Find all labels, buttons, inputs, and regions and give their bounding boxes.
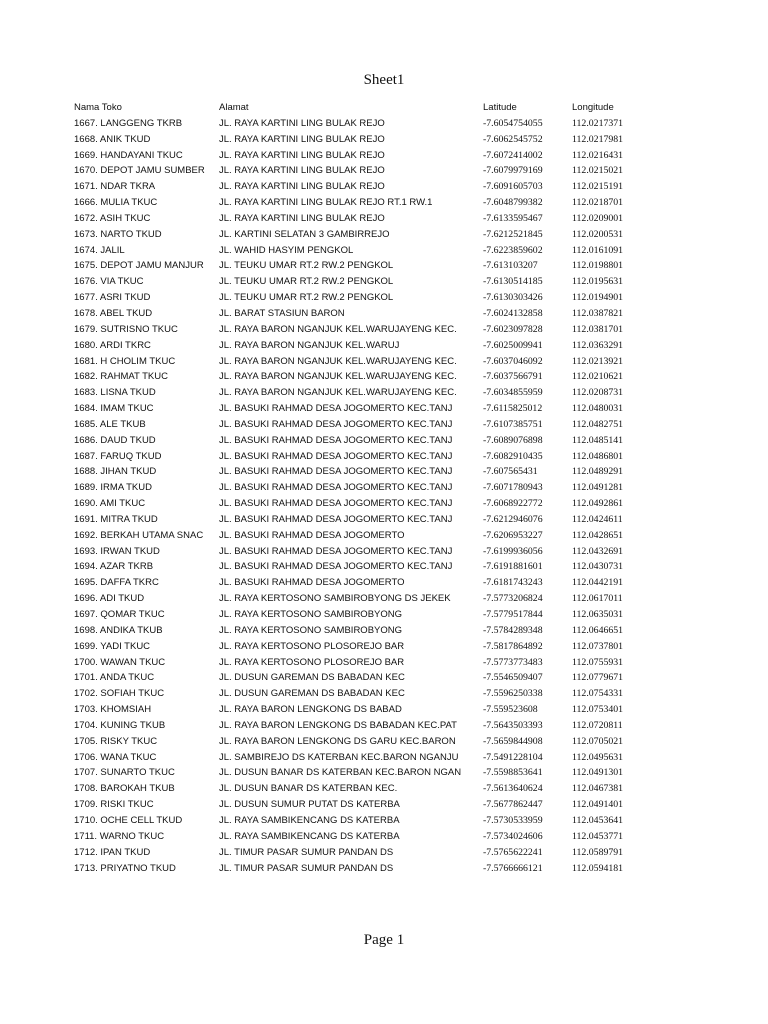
longitude-cell: 112.0482751 bbox=[572, 418, 624, 430]
longitude-cell: 112.0646651 bbox=[572, 624, 624, 636]
table-row bbox=[74, 845, 642, 861]
table-row bbox=[74, 655, 642, 671]
address-cell: JL. RAYA KERTOSONO SAMBIROBYONG bbox=[219, 624, 403, 636]
store-name-cell: 1681. H CHOLIM TKUC bbox=[74, 355, 176, 367]
store-name-cell: 1676. VIA TKUC bbox=[74, 276, 144, 288]
table-row bbox=[74, 702, 642, 718]
address-cell: JL. BASUKI RAHMAD DESA JOGOMERTO KEC.TANJ bbox=[219, 418, 453, 430]
longitude-cell: 112.0754331 bbox=[572, 688, 624, 700]
latitude-cell: -7.6034855959 bbox=[483, 387, 543, 399]
store-name-cell: 1682. RAHMAT TKUC bbox=[74, 371, 168, 383]
longitude-cell: 112.0442191 bbox=[572, 577, 624, 589]
latitude-cell: -7.5546509407 bbox=[483, 672, 543, 684]
table-row bbox=[74, 829, 642, 845]
latitude-cell: -7.5766666121 bbox=[483, 862, 543, 874]
latitude-cell: -7.6130514185 bbox=[483, 276, 543, 288]
longitude-cell: 112.0467381 bbox=[572, 783, 624, 795]
table-row bbox=[74, 480, 642, 496]
longitude-cell: 112.0589791 bbox=[572, 846, 624, 858]
latitude-cell: -7.6025009941 bbox=[483, 339, 543, 351]
latitude-cell: -7.6068922772 bbox=[483, 498, 543, 510]
store-name-cell: 1675. DEPOT JAMU MANJUR bbox=[74, 260, 204, 272]
latitude-cell: -7.6079979169 bbox=[483, 165, 543, 177]
longitude-cell: 112.0486801 bbox=[572, 450, 624, 462]
table-row bbox=[74, 670, 642, 686]
longitude-cell: 112.0720811 bbox=[572, 719, 623, 731]
address-cell: JL. RAYA SAMBIKENCANG DS KATERBA bbox=[219, 814, 400, 826]
address-cell: JL. RAYA KARTINI LING BULAK REJO bbox=[219, 133, 385, 145]
store-name-cell: 1702. SOFIAH TKUC bbox=[74, 688, 165, 700]
table-row bbox=[74, 290, 642, 306]
store-name-cell: 1673. NARTO TKUD bbox=[74, 228, 162, 240]
table-row bbox=[74, 227, 642, 243]
latitude-cell: -7.6115825012 bbox=[483, 403, 543, 415]
table-row bbox=[74, 211, 642, 227]
table-row bbox=[74, 385, 642, 401]
latitude-cell: -7.6071780943 bbox=[483, 482, 543, 494]
table-row bbox=[74, 559, 642, 575]
latitude-cell: -7.5659844908 bbox=[483, 735, 543, 747]
page-number: Page 1 bbox=[363, 932, 405, 948]
store-name-cell: 1688. JIHAN TKUD bbox=[74, 466, 157, 478]
address-cell: JL. BASUKI RAHMAD DESA JOGOMERTO KEC.TANJ bbox=[219, 545, 453, 557]
store-name-cell: 1685. ALE TKUB bbox=[74, 418, 146, 430]
address-cell: JL. RAYA KARTINI LING BULAK REJO bbox=[219, 212, 385, 224]
table-row bbox=[74, 417, 642, 433]
longitude-cell: 112.0198801 bbox=[572, 260, 624, 272]
store-name-cell: 1678. ABEL TKUD bbox=[74, 307, 153, 319]
table-row bbox=[74, 195, 642, 211]
store-name-cell: 1695. DAFFA TKRC bbox=[74, 577, 159, 589]
table-row bbox=[74, 639, 642, 655]
address-cell: JL. WAHID HASYIM PENGKOL bbox=[219, 244, 354, 256]
table-row bbox=[74, 148, 642, 164]
address-cell: JL. KARTINI SELATAN 3 GAMBIRREJO bbox=[219, 228, 390, 240]
store-name-cell: 1668. ANIK TKUD bbox=[74, 133, 151, 145]
store-name-cell: 1683. LISNA TKUD bbox=[74, 387, 156, 399]
longitude-cell: 112.0200531 bbox=[572, 228, 624, 240]
table-row bbox=[74, 765, 642, 781]
longitude-cell: 112.0208731 bbox=[572, 387, 624, 399]
longitude-cell: 112.0387821 bbox=[572, 307, 624, 319]
latitude-cell: -7.559523608 bbox=[483, 704, 538, 716]
longitude-cell: 112.0194901 bbox=[572, 292, 624, 304]
address-cell: JL. BASUKI RAHMAD DESA JOGOMERTO KEC.TANJ bbox=[219, 466, 453, 478]
longitude-cell: 112.0495631 bbox=[572, 751, 624, 763]
latitude-cell: -7.5643503393 bbox=[483, 719, 543, 731]
longitude-cell: 112.0217371 bbox=[572, 117, 624, 129]
table-row bbox=[74, 575, 642, 591]
latitude-cell: -7.6191881601 bbox=[483, 561, 543, 573]
latitude-cell: -7.607565431 bbox=[483, 466, 538, 478]
address-cell: JL. RAYA KARTINI LING BULAK REJO RT.1 RW.1 bbox=[219, 197, 433, 209]
longitude-cell: 112.0424611 bbox=[572, 513, 623, 525]
latitude-cell: -7.5734024606 bbox=[483, 830, 543, 842]
latitude-cell: -7.6212521845 bbox=[483, 228, 543, 240]
store-name-cell: 1697. QOMAR TKUC bbox=[74, 609, 165, 620]
table-row bbox=[74, 274, 642, 290]
latitude-cell: -7.5779517844 bbox=[483, 609, 543, 620]
latitude-cell: -7.6199936056 bbox=[483, 545, 543, 557]
store-name-cell: 1707. SUNARTO TKUC bbox=[74, 767, 175, 779]
address-cell: JL. RAYA KERTOSONO PLOSOREJO BAR bbox=[219, 640, 405, 652]
table-row bbox=[74, 797, 642, 813]
address-cell: JL. RAYA BARON NGANJUK KEL.WARUJ bbox=[219, 339, 400, 351]
longitude-cell: 112.0210621 bbox=[572, 371, 624, 383]
store-name-cell: 1704. KUNING TKUB bbox=[74, 719, 166, 731]
longitude-cell: 112.0215021 bbox=[572, 165, 624, 177]
store-name-cell: 1708. BAROKAH TKUB bbox=[74, 783, 175, 795]
store-name-cell: 1705. RISKY TKUC bbox=[74, 735, 158, 747]
address-cell: JL. RAYA BARON LENGKONG DS BABAD bbox=[219, 704, 402, 716]
table-row bbox=[74, 179, 642, 195]
address-cell: JL. TIMUR PASAR SUMUR PANDAN DS bbox=[219, 846, 394, 858]
header-row bbox=[74, 100, 642, 116]
store-name-cell: 1700. WAWAN TKUC bbox=[74, 656, 166, 668]
latitude-cell: -7.6037566791 bbox=[483, 371, 543, 383]
latitude-cell: -7.5773206824 bbox=[483, 593, 543, 605]
latitude-cell: -7.6223859602 bbox=[483, 244, 543, 256]
address-cell: JL. TEUKU UMAR RT.2 RW.2 PENGKOL bbox=[219, 260, 394, 272]
longitude-cell: 112.0161091 bbox=[572, 244, 624, 256]
store-name-cell: 1674. JALIL bbox=[74, 244, 125, 256]
table-row bbox=[74, 686, 642, 702]
store-name-cell: 1690. AMI TKUC bbox=[74, 498, 146, 510]
table-row bbox=[74, 322, 642, 338]
store-name-cell: 1711. WARNO TKUC bbox=[74, 830, 165, 842]
longitude-cell: 112.0737801 bbox=[572, 640, 624, 652]
table-row bbox=[74, 306, 642, 322]
latitude-cell: -7.5598853641 bbox=[483, 767, 543, 779]
latitude-cell: -7.6072414002 bbox=[483, 149, 543, 161]
store-name-cell: 1672. ASIH TKUC bbox=[74, 212, 151, 224]
address-cell: JL. BASUKI RAHMAD DESA JOGOMERTO KEC.TANJ bbox=[219, 450, 453, 462]
longitude-cell: 112.0705021 bbox=[572, 735, 624, 747]
store-name-cell: 1680. ARDI TKRC bbox=[74, 339, 151, 351]
address-cell: JL. RAYA BARON LENGKONG DS BABADAN KEC.PAT bbox=[219, 719, 457, 731]
address-cell: JL. RAYA KARTINI LING BULAK REJO bbox=[219, 117, 385, 129]
table-row bbox=[74, 734, 642, 750]
store-name-cell: 1687. FARUQ TKUD bbox=[74, 450, 162, 462]
latitude-cell: -7.6107385751 bbox=[483, 418, 543, 430]
column-header-latitude: Latitude bbox=[483, 102, 517, 113]
address-cell: JL. BASUKI RAHMAD DESA JOGOMERTO bbox=[219, 577, 405, 589]
latitude-cell: -7.6054754055 bbox=[483, 117, 543, 129]
store-table bbox=[74, 100, 642, 876]
store-name-cell: 1667. LANGGENG TKRB bbox=[74, 117, 183, 129]
address-cell: JL. DUSUN GAREMAN DS BABADAN KEC bbox=[219, 688, 405, 700]
address-cell: JL. BASUKI RAHMAD DESA JOGOMERTO KEC.TANJ bbox=[219, 498, 453, 510]
latitude-cell: -7.613103207 bbox=[483, 260, 538, 272]
store-name-cell: 1706. WANA TKUC bbox=[74, 751, 157, 763]
table-row bbox=[74, 607, 642, 623]
store-name-cell: 1679. SUTRISNO TKUC bbox=[74, 323, 178, 335]
latitude-cell: -7.5491228104 bbox=[483, 751, 543, 763]
address-cell: JL. TIMUR PASAR SUMUR PANDAN DS bbox=[219, 862, 394, 874]
table-row bbox=[74, 623, 642, 639]
latitude-cell: -7.5784289348 bbox=[483, 624, 543, 636]
longitude-cell: 112.0428651 bbox=[572, 529, 624, 541]
address-cell: JL. RAYA BARON NGANJUK KEL.WARUJAYENG KEC. bbox=[219, 323, 457, 335]
store-name-cell: 1696. ADI TKUD bbox=[74, 593, 145, 605]
store-name-cell: 1677. ASRI TKUD bbox=[74, 292, 151, 304]
latitude-cell: -7.6082910435 bbox=[483, 450, 543, 462]
longitude-cell: 112.0209001 bbox=[572, 212, 624, 224]
store-name-cell: 1703. KHOMSIAH bbox=[74, 704, 152, 716]
latitude-cell: -7.6023097828 bbox=[483, 323, 543, 335]
latitude-cell: -7.5817864892 bbox=[483, 640, 543, 652]
store-name-cell: 1712. IPAN TKUD bbox=[74, 846, 151, 858]
table-row bbox=[74, 163, 642, 179]
store-name-cell: 1693. IRWAN TKUD bbox=[74, 545, 160, 557]
table-row bbox=[74, 813, 642, 829]
longitude-cell: 112.0195631 bbox=[572, 276, 624, 288]
address-cell: JL. TEUKU UMAR RT.2 RW.2 PENGKOL bbox=[219, 292, 394, 304]
table-row bbox=[74, 258, 642, 274]
latitude-cell: -7.5730533959 bbox=[483, 814, 543, 826]
longitude-cell: 112.0491301 bbox=[572, 767, 624, 779]
table-row bbox=[74, 354, 642, 370]
latitude-cell: -7.5613640624 bbox=[483, 783, 543, 795]
table-row bbox=[74, 433, 642, 449]
address-cell: JL. RAYA KARTINI LING BULAK REJO bbox=[219, 181, 385, 193]
store-name-cell: 1710. OCHE CELL TKUD bbox=[74, 814, 183, 826]
table-row bbox=[74, 512, 642, 528]
address-cell: JL. TEUKU UMAR RT.2 RW.2 PENGKOL bbox=[219, 276, 394, 288]
latitude-cell: -7.6089076898 bbox=[483, 434, 543, 446]
sheet-title: Sheet1 bbox=[363, 72, 405, 88]
longitude-cell: 112.0485141 bbox=[572, 434, 624, 446]
longitude-cell: 112.0453771 bbox=[572, 830, 624, 842]
column-header-nama-toko: Nama Toko bbox=[74, 102, 122, 113]
address-cell: JL. DUSUN BANAR DS KATERBAN KEC.BARON NGAN bbox=[219, 767, 462, 779]
longitude-cell: 112.0453641 bbox=[572, 814, 624, 826]
column-header-alamat: Alamat bbox=[219, 102, 249, 113]
table-row bbox=[74, 464, 642, 480]
longitude-cell: 112.0215191 bbox=[572, 181, 624, 193]
longitude-cell: 112.0432691 bbox=[572, 545, 624, 557]
longitude-cell: 112.0363291 bbox=[572, 339, 624, 351]
store-name-cell: 1698. ANDIKA TKUB bbox=[74, 624, 163, 636]
latitude-cell: -7.5596250338 bbox=[483, 688, 543, 700]
address-cell: JL. RAYA BARON NGANJUK KEL.WARUJAYENG KEC. bbox=[219, 371, 457, 383]
table-row bbox=[74, 750, 642, 766]
table-row bbox=[74, 116, 642, 132]
latitude-cell: -7.5773773483 bbox=[483, 656, 543, 668]
longitude-cell: 112.0491401 bbox=[572, 799, 624, 811]
address-cell: JL. RAYA SAMBIKENCANG DS KATERBA bbox=[219, 830, 400, 842]
store-name-cell: 1713. PRIYATNO TKUD bbox=[74, 862, 176, 874]
longitude-cell: 112.0635031 bbox=[572, 609, 624, 620]
store-name-cell: 1701. ANDA TKUC bbox=[74, 672, 155, 684]
address-cell: JL. RAYA BARON LENGKONG DS GARU KEC.BARON bbox=[219, 735, 456, 747]
address-cell: JL. BASUKI RAHMAD DESA JOGOMERTO bbox=[219, 529, 405, 541]
table-row bbox=[74, 591, 642, 607]
table-row bbox=[74, 369, 642, 385]
store-name-cell: 1669. HANDAYANI TKUC bbox=[74, 149, 183, 161]
latitude-cell: -7.6181743243 bbox=[483, 577, 543, 589]
table-row bbox=[74, 401, 642, 417]
store-name-cell: 1691. MITRA TKUD bbox=[74, 513, 158, 525]
table-row bbox=[74, 544, 642, 560]
address-cell: JL. RAYA BARON NGANJUK KEL.WARUJAYENG KEC. bbox=[219, 355, 457, 367]
table-row bbox=[74, 718, 642, 734]
address-cell: JL. RAYA KERTOSONO SAMBIROBYONG DS JEKEK bbox=[219, 593, 451, 605]
table-body bbox=[74, 116, 642, 877]
latitude-cell: -7.6024132858 bbox=[483, 307, 543, 319]
longitude-cell: 112.0617011 bbox=[572, 593, 623, 605]
longitude-cell: 112.0430731 bbox=[572, 561, 624, 573]
address-cell: JL. BASUKI RAHMAD DESA JOGOMERTO KEC.TANJ bbox=[219, 513, 453, 525]
store-name-cell: 1692. BERKAH UTAMA SNAC bbox=[74, 529, 204, 541]
latitude-cell: -7.6206953227 bbox=[483, 529, 543, 541]
store-name-cell: 1684. IMAM TKUC bbox=[74, 403, 154, 415]
longitude-cell: 112.0216431 bbox=[572, 149, 624, 161]
address-cell: JL. SAMBIREJO DS KATERBAN KEC.BARON NGANJU bbox=[219, 751, 459, 763]
store-name-cell: 1670. DEPOT JAMU SUMBER bbox=[74, 165, 205, 177]
latitude-cell: -7.5677862447 bbox=[483, 799, 543, 811]
address-cell: JL. RAYA BARON NGANJUK KEL.WARUJAYENG KEC. bbox=[219, 387, 457, 399]
store-name-cell: 1666. MULIA TKUC bbox=[74, 197, 158, 209]
latitude-cell: -7.6048799382 bbox=[483, 197, 543, 209]
longitude-cell: 112.0480031 bbox=[572, 403, 624, 415]
latitude-cell: -7.6130303426 bbox=[483, 292, 543, 304]
latitude-cell: -7.6212946076 bbox=[483, 513, 543, 525]
table-row bbox=[74, 449, 642, 465]
table-row bbox=[74, 496, 642, 512]
address-cell: JL. DUSUN SUMUR PUTAT DS KATERBA bbox=[219, 799, 400, 811]
table-row bbox=[74, 243, 642, 259]
longitude-cell: 112.0218701 bbox=[572, 197, 624, 209]
address-cell: JL. RAYA KARTINI LING BULAK REJO bbox=[219, 149, 385, 161]
table-row bbox=[74, 338, 642, 354]
address-cell: JL. RAYA KARTINI LING BULAK REJO bbox=[219, 165, 385, 177]
latitude-cell: -7.5765622241 bbox=[483, 846, 543, 858]
address-cell: JL. BASUKI RAHMAD DESA JOGOMERTO KEC.TANJ bbox=[219, 403, 453, 415]
store-name-cell: 1694. AZAR TKRB bbox=[74, 561, 154, 573]
address-cell: JL. BASUKI RAHMAD DESA JOGOMERTO KEC.TANJ bbox=[219, 434, 453, 446]
address-cell: JL. BASUKI RAHMAD DESA JOGOMERTO KEC.TANJ bbox=[219, 561, 453, 573]
store-name-cell: 1709. RISKI TKUC bbox=[74, 799, 154, 811]
latitude-cell: -7.6062545752 bbox=[483, 133, 543, 145]
longitude-cell: 112.0492861 bbox=[572, 498, 624, 510]
address-cell: JL. RAYA KERTOSONO SAMBIROBYONG bbox=[219, 609, 403, 620]
address-cell: JL. BASUKI RAHMAD DESA JOGOMERTO KEC.TANJ bbox=[219, 482, 453, 494]
longitude-cell: 112.0753401 bbox=[572, 704, 624, 716]
table-row bbox=[74, 861, 642, 877]
longitude-cell: 112.0779671 bbox=[572, 672, 624, 684]
longitude-cell: 112.0381701 bbox=[572, 323, 624, 335]
table-row bbox=[74, 132, 642, 148]
store-name-cell: 1699. YADI TKUC bbox=[74, 640, 151, 652]
table-row bbox=[74, 781, 642, 797]
store-name-cell: 1671. NDAR TKRA bbox=[74, 181, 156, 193]
store-name-cell: 1686. DAUD TKUD bbox=[74, 434, 156, 446]
longitude-cell: 112.0489291 bbox=[572, 466, 624, 478]
address-cell: JL. BARAT STASIUN BARON bbox=[219, 307, 345, 319]
address-cell: JL. DUSUN BANAR DS KATERBAN KEC. bbox=[219, 783, 398, 795]
address-cell: JL. RAYA KERTOSONO PLOSOREJO BAR bbox=[219, 656, 405, 668]
address-cell: JL. DUSUN GAREMAN DS BABADAN KEC bbox=[219, 672, 405, 684]
table-row bbox=[74, 528, 642, 544]
store-name-cell: 1689. IRMA TKUD bbox=[74, 482, 152, 494]
latitude-cell: -7.6037046092 bbox=[483, 355, 543, 367]
longitude-cell: 112.0213921 bbox=[572, 355, 624, 367]
latitude-cell: -7.6133595467 bbox=[483, 212, 543, 224]
latitude-cell: -7.6091605703 bbox=[483, 181, 543, 193]
longitude-cell: 112.0594181 bbox=[572, 862, 624, 874]
longitude-cell: 112.0755931 bbox=[572, 656, 624, 668]
longitude-cell: 112.0491281 bbox=[572, 482, 624, 494]
column-header-longitude: Longitude bbox=[572, 102, 614, 113]
longitude-cell: 112.0217981 bbox=[572, 133, 624, 145]
